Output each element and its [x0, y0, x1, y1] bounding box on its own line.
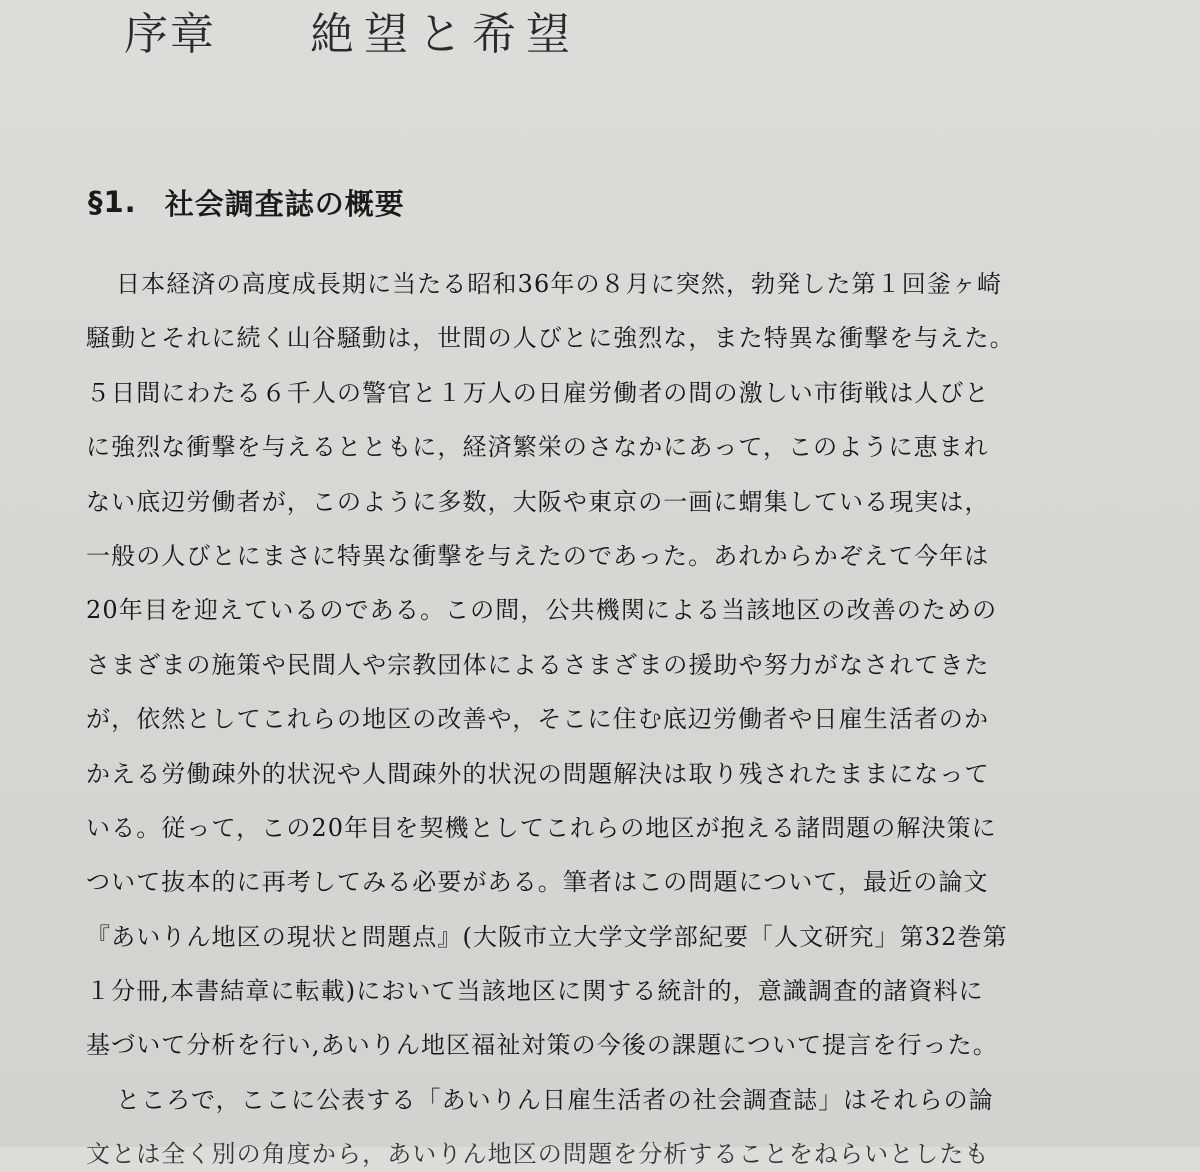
text-line: に強烈な衝撃を与えるとともに，経済繁栄のさなかにあって，このように恵まれ	[86, 433, 989, 462]
body-text	[86, 262, 1166, 1172]
text-line: 文とは全く別の角度から，あいりん地区の問題を分析することをねらいとしたも	[86, 1140, 990, 1169]
chapter-title: 絶望と希望	[310, 9, 580, 60]
text-line: ５日間にわたる６千人の警官と１万人の日雇労働者の間の激しい市街戦は人びと	[86, 378, 990, 407]
section-number: §1.	[88, 185, 137, 219]
section-title: 社会調査誌の概要	[164, 186, 405, 221]
text-line: 20年目を迎えているのである。この間，公共機関による当該地区の改善のための	[86, 596, 998, 625]
text-line: 基づいて分析を行い,あいりん地区福祉対策の今後の課題について提言を行った。	[86, 1031, 998, 1060]
text-line: いる。従って，この20年目を契機としてこれらの地区が抱える諸問題の解決策に	[86, 813, 997, 842]
chapter-heading	[124, 0, 580, 60]
section-heading	[88, 180, 405, 224]
text-line: ついて抜本的に再考してみる必要がある。筆者はこの問題について，最近の論文	[86, 868, 989, 897]
text-line: ところで，ここに公表する「あいりん日雇生活者の社会調査誌」はそれらの論	[116, 1085, 994, 1114]
text-line: さまざまの施策や民間人や宗教団体によるさまざまの援助や努力がなされてきた	[86, 650, 990, 679]
text-line: ない底辺労働者が，このように多数，大阪や東京の一画に蝟集している現実は，	[86, 487, 990, 516]
text-line: 一般の人びとにまさに特異な衝撃を与えたのであった。あれからかぞえて今年は	[86, 541, 990, 570]
text-line: が，依然としてこれらの地区の改善や，そこに住む底辺労働者や日雇生活者のか	[86, 705, 990, 734]
text-line: 日本経済の高度成長期に当たる昭和36年の８月に突然，勃発した第１回釜ヶ崎	[116, 270, 1003, 298]
text-line: １分冊,本書結章に転載)において当該地区に関する統計的，意識調査的諸資料に	[86, 977, 984, 1006]
text-line: かえる労働疎外的状況や人間疎外的状況の問題解決は取り残されたままになって	[86, 759, 990, 788]
chapter-label: 序章	[124, 9, 216, 60]
text-line: 騒動とそれに続く山谷騒動は，世間の人びとに強烈な，また特異な衝撃を与えた。	[86, 324, 1015, 353]
text-line: 『あいりん地区の現状と問題点』(大阪市立大学文学部紀要「人文研究」第32巻第	[86, 922, 1008, 951]
